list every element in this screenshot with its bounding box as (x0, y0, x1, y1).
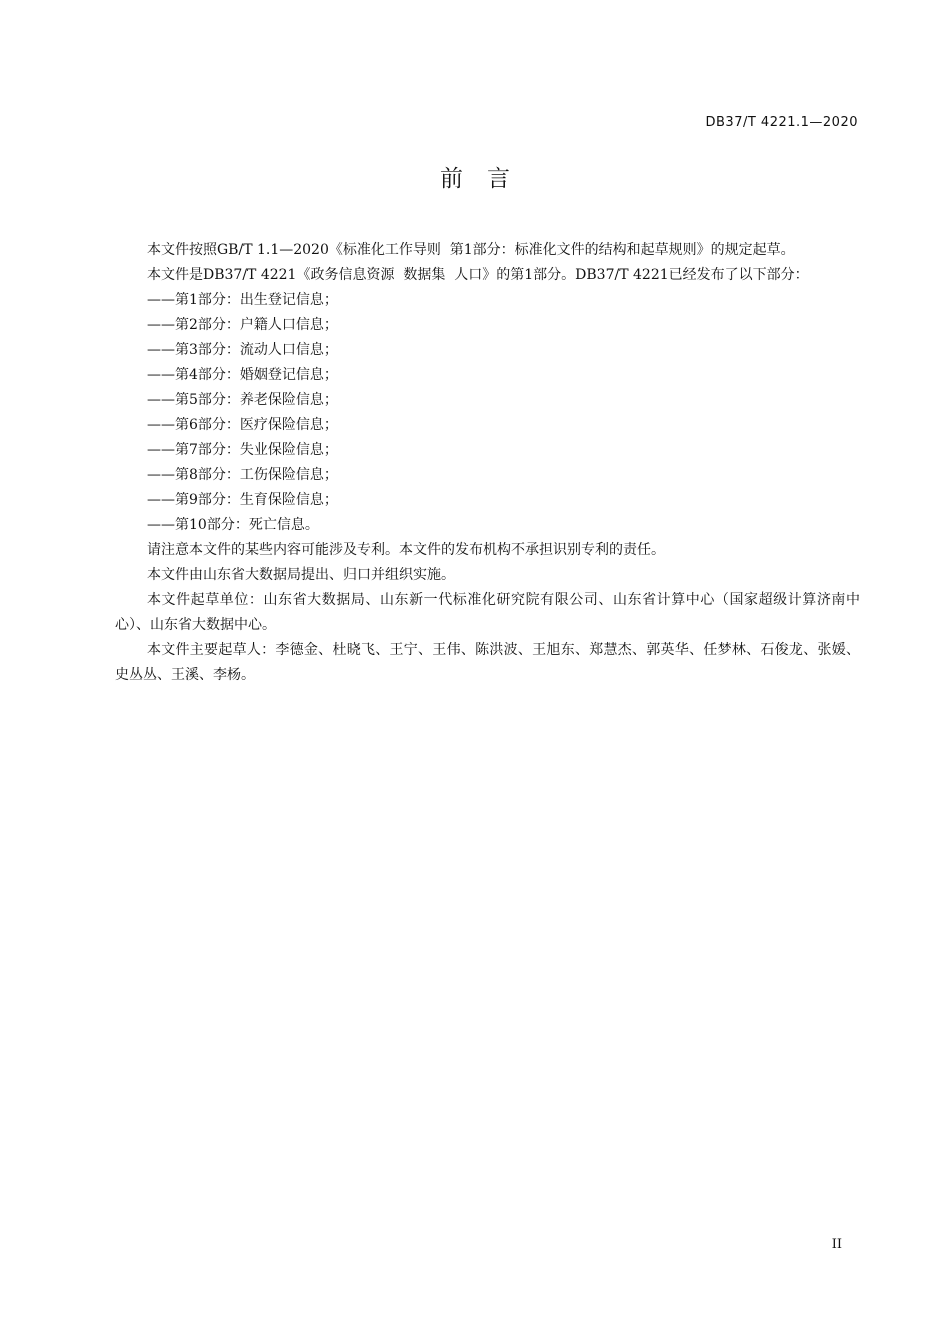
paragraph-series-intro: 本文件是DB37/T 4221《政务信息资源 数据集 人口》的第1部分。DB37/T 4221已经发布了以下部分： (147, 267, 809, 283)
list-item: ——第2部分：户籍人口信息； (147, 317, 338, 333)
list-item: ——第9部分：生育保险信息； (147, 492, 338, 508)
document-code: DB37/T 4221.1—2020 (705, 115, 858, 130)
parts-list (115, 288, 860, 538)
list-item: ——第4部分：婚姻登记信息； (147, 367, 338, 383)
paragraph-proposer: 本文件由山东省大数据局提出、归口并组织实施。 (147, 567, 455, 583)
paragraph-drafting-units: 本文件起草单位：山东省大数据局、山东新一代标准化研究院有限公司、山东省计算中心（国家超级计算济南中心）、山东省大数据中心。 (115, 592, 860, 633)
list-item: ——第8部分：工伤保险信息； (147, 467, 338, 483)
list-item: ——第5部分：养老保险信息； (147, 392, 338, 408)
list-item: ——第3部分：流动人口信息； (147, 342, 338, 358)
paragraph-drafting-basis: 本文件按照GB/T 1.1—2020《标准化工作导则 第1部分：标准化文件的结构和起草规则》的规定起草。 (147, 242, 795, 258)
list-item: ——第7部分：失业保险信息； (147, 442, 338, 458)
page-number: II (831, 1237, 842, 1252)
foreword-body (115, 238, 860, 688)
list-item: ——第1部分：出生登记信息； (147, 292, 338, 308)
paragraph-patent-notice: 请注意本文件的某些内容可能涉及专利。本文件的发布机构不承担识别专利的责任。 (147, 542, 665, 558)
paragraph-drafters: 本文件主要起草人：李德金、杜晓飞、王宁、王伟、陈洪波、王旭东、郑慧杰、郭英华、任梦林、石俊龙、张媛、史丛丛、王溪、李杨。 (115, 642, 860, 683)
page-title: 前言 (440, 166, 534, 192)
list-item: ——第10部分：死亡信息。 (147, 517, 319, 533)
list-item: ——第6部分：医疗保险信息； (147, 417, 338, 433)
